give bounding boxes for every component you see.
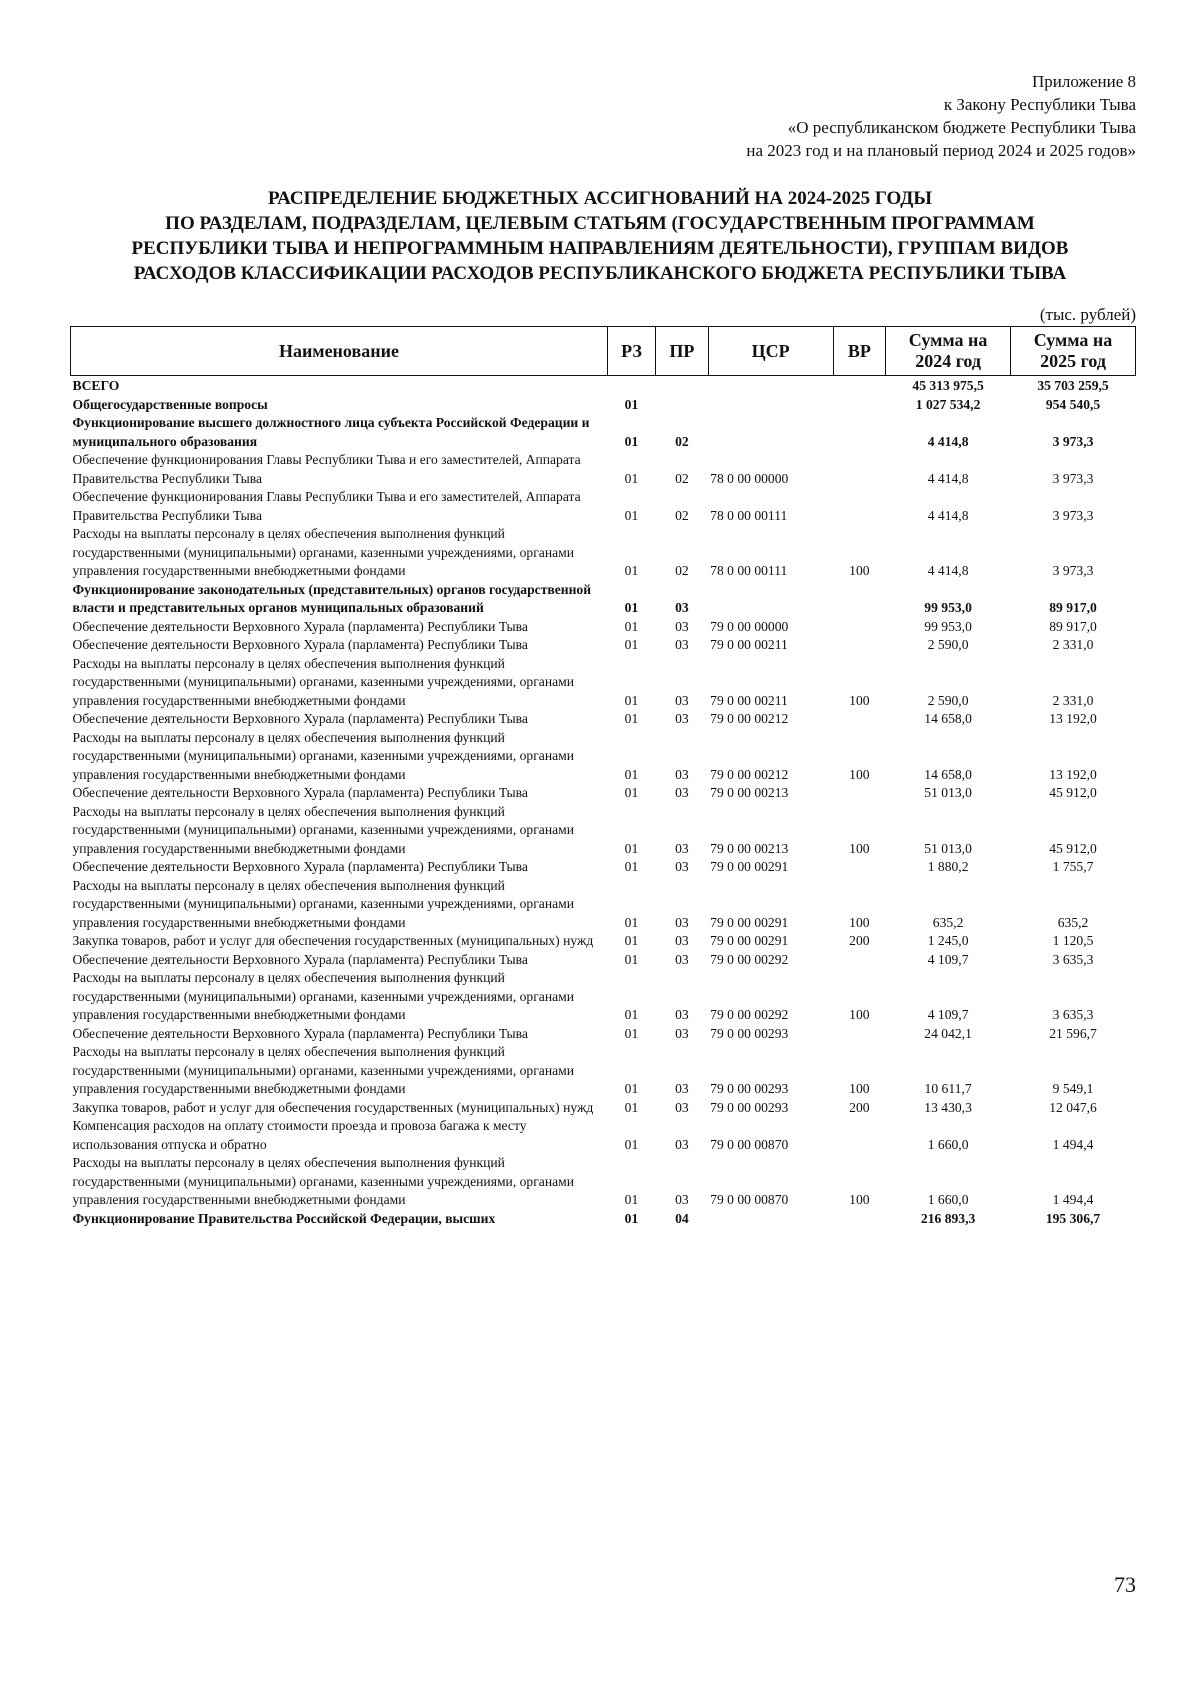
appendix-line-2: к Закону Республики Тыва (943, 95, 1136, 114)
cell-sum-2025: 9 549,1 (1052, 1081, 1094, 1096)
title-line-1: РАСПРЕДЕЛЕНИЕ БЮДЖЕТНЫХ АССИГНОВАНИЙ НА 2024-2025 ГОДЫ (267, 188, 933, 209)
table-row (71, 414, 1136, 451)
appendix-header (516, 70, 1136, 162)
cell-vr (833, 396, 886, 415)
cell-rz: 01 (624, 563, 639, 578)
cell-pr: 02 (675, 563, 689, 578)
cell-pr: 03 (675, 914, 689, 930)
cell-sum-2024: 4 109,7 (927, 951, 969, 967)
page-number: 73 (1114, 1572, 1136, 1597)
header-sum-2024-line1: Сумма на (908, 330, 988, 350)
cell-vr: 100 (849, 1007, 870, 1022)
cell-name: ВСЕГО (72, 378, 120, 393)
cell-sum-2024: 216 893,3 (920, 1210, 976, 1226)
cell-sum-2024: 51 013,0 (924, 785, 972, 800)
table-row (71, 581, 1136, 618)
table-row (71, 932, 1136, 951)
cell-sum-2025: 3 973,3 (1052, 563, 1094, 578)
cell-name: Расходы на выплаты персоналу в целях обеспечения выполнения функций государственными (муниципальными) органами, казенными учреждениями, органами управления государственными внебюджетными фондами (72, 526, 575, 578)
cell-pr: 03 (675, 785, 689, 800)
cell-sum-2025: 1 494,4 (1052, 1192, 1094, 1207)
cell-name: Обеспечение деятельности Верховного Хурала (парламента) Республики Тыва (72, 951, 528, 967)
cell-pr: 02 (675, 470, 689, 486)
table-row (71, 710, 1136, 729)
cell-rz: 01 (624, 1210, 639, 1226)
cell-vr (833, 376, 886, 396)
appendix-line-4: на 2023 год и на плановый период 2024 и 2025 годов» (746, 141, 1136, 160)
cell-sum-2024: 14 658,0 (924, 766, 972, 782)
cell-sum-2025: 2 331,0 (1052, 637, 1094, 652)
cell-pr: 03 (675, 618, 689, 634)
table-row (71, 729, 1136, 785)
table-row (71, 951, 1136, 970)
cell-rz: 01 (624, 914, 639, 930)
cell-sum-2025: 21 596,7 (1049, 1025, 1097, 1041)
cell-vr: 100 (849, 914, 870, 930)
cell-sum-2024: 2 590,0 (927, 637, 969, 652)
cell-sum-2025: 1 120,5 (1052, 933, 1094, 948)
table-row (71, 488, 1136, 525)
cell-pr: 02 (675, 507, 689, 523)
cell-sum-2025: 35 703 259,5 (1037, 378, 1109, 393)
cell-sum-2024: 4 414,8 (927, 470, 969, 486)
cell-sum-2025: 3 973,3 (1052, 470, 1094, 486)
cell-sum-2025: 954 540,5 (1045, 396, 1101, 412)
cell-vr (833, 414, 886, 451)
title-line-4: РАСХОДОВ КЛАССИФИКАЦИИ РАСХОДОВ РЕСПУБЛИКАНСКОГО БЮДЖЕТА РЕСПУБЛИКИ ТЫВА (133, 263, 1067, 284)
cell-pr: 03 (675, 1136, 689, 1152)
cell-pr: 03 (675, 1192, 689, 1207)
table-row (71, 1025, 1136, 1044)
cell-pr: 03 (675, 933, 689, 948)
cell-vr (833, 951, 886, 970)
cell-rz: 01 (624, 637, 639, 652)
header-sum-2025-line2: 2025 год (1040, 351, 1106, 371)
cell-rz: 01 (624, 766, 639, 782)
cell-sum-2024: 4 414,8 (927, 433, 969, 449)
cell-sum-2024: 99 953,0 (924, 618, 972, 634)
cell-pr: 03 (675, 1081, 689, 1096)
cell-sum-2024: 4 414,8 (927, 563, 969, 578)
cell-vr (833, 1117, 886, 1154)
cell-csr: 79 0 00 00211 (710, 692, 788, 708)
cell-sum-2025: 2 331,0 (1052, 692, 1094, 708)
table-row (71, 451, 1136, 488)
cell-vr (833, 1210, 886, 1229)
cell-vr (833, 488, 886, 525)
cell-pr: 02 (675, 433, 689, 449)
cell-rz: 01 (624, 785, 639, 800)
cell-pr: 04 (675, 1210, 689, 1226)
cell-name: Расходы на выплаты персоналу в целях обеспечения выполнения функций государственными (муниципальными) органами, казенными учреждениями, органами управления государственными внебюджетными фондами (72, 970, 575, 1022)
cell-name: Обеспечение функционирования Главы Республики Тыва и его заместителей, Аппарата Правительства Республики Тыва (72, 489, 581, 523)
cell-sum-2024: 1 660,0 (927, 1136, 969, 1152)
cell-name: Расходы на выплаты персоналу в целях обеспечения выполнения функций государственными (муниципальными) органами, казенными учреждениями, органами управления государственными внебюджетными фондами (72, 1044, 575, 1096)
cell-name: Обеспечение деятельности Верховного Хурала (парламента) Республики Тыва (72, 785, 528, 800)
table-row (71, 1154, 1136, 1210)
cell-name: Закупка товаров, работ и услуг для обеспечения государственных (муниципальных) нужд (72, 933, 594, 948)
cell-vr (833, 1025, 886, 1044)
cell-name: Обеспечение функционирования Главы Республики Тыва и его заместителей, Аппарата Правительства Республики Тыва (72, 452, 581, 486)
header-csr: ЦСР (708, 327, 833, 376)
cell-pr: 03 (675, 637, 689, 652)
table-row (71, 1117, 1136, 1154)
cell-csr: 78 0 00 00111 (710, 507, 788, 523)
cell-name: Расходы на выплаты персоналу в целях обеспечения выполнения функций государственными (муниципальными) органами, казенными учреждениями, органами управления государственными внебюджетными фондами (72, 803, 575, 856)
table-row (71, 1210, 1136, 1229)
cell-sum-2025: 89 917,0 (1049, 618, 1097, 634)
table-row (71, 803, 1136, 859)
cell-csr: 79 0 00 00291 (710, 859, 789, 874)
cell-name: Закупка товаров, работ и услуг для обеспечения государственных (муниципальных) нужд (72, 1099, 594, 1115)
cell-sum-2024: 14 658,0 (924, 711, 972, 726)
appendix-line-1: Приложение 8 (1032, 72, 1136, 91)
cell-csr (708, 414, 833, 451)
cell-vr (833, 451, 886, 488)
cell-csr: 79 0 00 00211 (710, 637, 788, 652)
cell-sum-2025: 89 917,0 (1049, 600, 1097, 615)
cell-csr: 79 0 00 00293 (710, 1099, 789, 1115)
cell-vr: 100 (849, 563, 870, 578)
table-row (71, 618, 1136, 637)
cell-vr: 100 (849, 692, 870, 708)
cell-sum-2024: 2 590,0 (927, 692, 969, 708)
cell-rz: 01 (624, 1099, 639, 1115)
cell-csr: 79 0 00 00000 (710, 618, 789, 634)
cell-sum-2025: 1 494,4 (1052, 1136, 1094, 1152)
cell-sum-2024: 1 027 534,2 (915, 396, 981, 412)
cell-csr: 79 0 00 00293 (710, 1025, 789, 1041)
cell-pr (656, 376, 709, 396)
table-row (71, 396, 1136, 415)
table-body (71, 376, 1136, 1229)
cell-rz: 01 (624, 396, 639, 412)
cell-pr: 03 (675, 711, 689, 726)
header-pr: ПР (656, 327, 709, 376)
cell-name: Расходы на выплаты персоналу в целях обеспечения выполнения функций государственными (муниципальными) органами, казенными учреждениями, органами управления государственными внебюджетными фондами (72, 1155, 575, 1207)
cell-sum-2025: 45 912,0 (1049, 785, 1097, 800)
cell-sum-2024: 4 109,7 (927, 1007, 969, 1022)
table-row (71, 636, 1136, 655)
cell-sum-2024: 10 611,7 (924, 1081, 972, 1096)
table-row (71, 655, 1136, 711)
cell-pr: 03 (675, 692, 689, 708)
cell-vr (833, 618, 886, 637)
cell-vr (833, 784, 886, 803)
cell-csr (708, 376, 833, 396)
cell-csr: 79 0 00 00291 (710, 933, 789, 948)
cell-name: Функционирование высшего должностного лица субъекта Российской Федерации и муниципального образования (72, 415, 590, 449)
table-row (71, 877, 1136, 933)
cell-rz (607, 376, 655, 396)
cell-pr: 03 (675, 859, 689, 874)
cell-name: Обеспечение деятельности Верховного Хурала (парламента) Республики Тыва (72, 1025, 528, 1041)
cell-rz: 01 (624, 1136, 639, 1152)
cell-name: Расходы на выплаты персоналу в целях обеспечения выполнения функций государственными (муниципальными) органами, казенными учреждениями, органами управления государственными внебюджетными фондами (72, 655, 575, 708)
cell-sum-2025: 1 755,7 (1052, 859, 1094, 874)
cell-vr (833, 636, 886, 655)
cell-name: Общегосударственные вопросы (72, 396, 268, 412)
cell-csr: 79 0 00 00292 (710, 951, 789, 967)
cell-csr: 79 0 00 00870 (710, 1192, 789, 1207)
budget-table (70, 326, 1136, 1228)
cell-vr: 100 (849, 1081, 870, 1096)
cell-rz: 01 (624, 1081, 639, 1096)
cell-rz: 01 (624, 433, 639, 449)
cell-csr: 79 0 00 00291 (710, 914, 789, 930)
header-sum-2025-line1: Сумма на (1033, 330, 1113, 350)
title-line-2: ПО РАЗДЕЛАМ, ПОДРАЗДЕЛАМ, ЦЕЛЕВЫМ СТАТЬЯМ (ГОСУДАРСТВЕННЫМ ПРОГРАММАМ (165, 213, 1035, 234)
table-row (71, 376, 1136, 396)
table-row (71, 525, 1136, 581)
document-title (60, 186, 1140, 286)
cell-csr (708, 1210, 833, 1229)
cell-rz: 01 (624, 470, 639, 486)
cell-sum-2025: 3 635,3 (1052, 951, 1094, 967)
cell-vr: 100 (849, 766, 870, 782)
cell-sum-2025: 195 306,7 (1045, 1210, 1101, 1226)
cell-pr: 03 (675, 1007, 689, 1022)
cell-pr: 03 (675, 1099, 689, 1115)
cell-rz: 01 (624, 692, 639, 708)
cell-vr: 200 (849, 1099, 870, 1115)
cell-sum-2024: 1 245,0 (927, 933, 969, 948)
cell-csr: 79 0 00 00212 (710, 766, 789, 782)
cell-rz: 01 (624, 1192, 639, 1207)
title-line-3: РЕСПУБЛИКИ ТЫВА И НЕПРОГРАММНЫМ НАПРАВЛЕНИЯМ ДЕЯТЕЛЬНОСТИ), ГРУППАМ ВИДОВ (131, 238, 1069, 259)
cell-name: Расходы на выплаты персоналу в целях обеспечения выполнения функций государственными (муниципальными) органами, казенными учреждениями, органами управления государственными внебюджетными фондами (72, 729, 575, 782)
cell-sum-2025: 45 912,0 (1049, 840, 1097, 856)
header-sum-2025 (1011, 327, 1136, 376)
cell-name: Обеспечение деятельности Верховного Хурала (парламента) Республики Тыва (72, 711, 528, 726)
cell-name: Обеспечение деятельности Верховного Хурала (парламента) Республики Тыва (72, 637, 528, 652)
cell-csr: 79 0 00 00213 (710, 840, 789, 856)
cell-sum-2025: 3 973,3 (1052, 433, 1094, 449)
cell-pr: 03 (675, 1025, 689, 1041)
header-vr: ВР (833, 327, 886, 376)
cell-vr (833, 581, 886, 618)
cell-pr: 03 (675, 600, 689, 615)
header-sum-2024 (886, 327, 1011, 376)
cell-vr (833, 858, 886, 877)
cell-name: Расходы на выплаты персоналу в целях обеспечения выполнения функций государственными (муниципальными) органами, казенными учреждениями, органами управления государственными внебюджетными фондами (72, 877, 575, 930)
cell-sum-2024: 45 313 975,5 (912, 378, 984, 393)
cell-rz: 01 (624, 711, 639, 726)
cell-rz: 01 (624, 840, 639, 856)
table-row (71, 784, 1136, 803)
cell-rz: 01 (624, 507, 639, 523)
cell-rz: 01 (624, 859, 639, 874)
cell-name: Компенсация расходов на оплату стоимости проезда и провоза багажа к месту использования отпуска и обратно (72, 1118, 527, 1152)
cell-sum-2024: 1 880,2 (927, 859, 969, 874)
cell-sum-2025: 12 047,6 (1049, 1099, 1097, 1115)
cell-sum-2024: 13 430,3 (924, 1099, 972, 1115)
cell-pr: 03 (675, 840, 689, 856)
cell-rz: 01 (624, 618, 639, 634)
table-row (71, 1043, 1136, 1099)
cell-sum-2024: 4 414,8 (927, 507, 969, 523)
cell-sum-2025: 13 192,0 (1049, 766, 1097, 782)
cell-pr (656, 396, 709, 415)
cell-csr: 79 0 00 00293 (710, 1081, 789, 1096)
cell-sum-2025: 3 973,3 (1052, 507, 1094, 523)
cell-csr: 79 0 00 00213 (710, 785, 789, 800)
cell-csr: 78 0 00 00111 (710, 563, 788, 578)
cell-name: Функционирование законодательных (представительных) органов государственной власти и представительных органов муниципальных образований (72, 581, 592, 615)
header-name: Наименование (71, 327, 608, 376)
cell-csr: 79 0 00 00870 (710, 1136, 789, 1152)
units-label: (тыс. рублей) (1039, 305, 1136, 324)
cell-sum-2024: 635,2 (932, 914, 964, 930)
cell-vr: 100 (849, 1192, 870, 1207)
cell-csr: 79 0 00 00212 (710, 711, 789, 726)
table-header-row (71, 327, 1136, 376)
cell-csr (708, 581, 833, 618)
cell-rz: 01 (624, 1025, 639, 1041)
cell-rz: 01 (624, 600, 639, 615)
header-sum-2024-line2: 2024 год (915, 351, 981, 371)
cell-sum-2025: 3 635,3 (1052, 1007, 1094, 1022)
cell-sum-2025: 635,2 (1057, 914, 1089, 930)
table-row (71, 858, 1136, 877)
table-row (71, 969, 1136, 1025)
cell-pr: 03 (675, 766, 689, 782)
cell-vr (833, 710, 886, 729)
cell-csr: 79 0 00 00292 (710, 1007, 789, 1022)
appendix-line-3: «О республиканском бюджете Республики Тыва (787, 118, 1136, 137)
cell-csr: 78 0 00 00000 (710, 470, 789, 486)
cell-pr: 03 (675, 951, 689, 967)
cell-sum-2024: 1 660,0 (927, 1192, 969, 1207)
cell-vr: 100 (849, 840, 870, 856)
cell-rz: 01 (624, 951, 639, 967)
cell-sum-2024: 51 013,0 (924, 840, 972, 856)
cell-rz: 01 (624, 933, 639, 948)
cell-name: Обеспечение деятельности Верховного Хурала (парламента) Республики Тыва (72, 859, 528, 874)
cell-name: Обеспечение деятельности Верховного Хурала (парламента) Республики Тыва (72, 618, 528, 634)
cell-rz: 01 (624, 1007, 639, 1022)
cell-sum-2024: 99 953,0 (924, 600, 972, 615)
cell-csr (708, 396, 833, 415)
header-rz: РЗ (607, 327, 655, 376)
cell-vr: 200 (849, 933, 870, 948)
cell-name: Функционирование Правительства Российской Федерации, высших (72, 1210, 496, 1226)
cell-sum-2024: 24 042,1 (924, 1025, 972, 1041)
cell-sum-2025: 13 192,0 (1049, 711, 1097, 726)
table-row (71, 1099, 1136, 1118)
